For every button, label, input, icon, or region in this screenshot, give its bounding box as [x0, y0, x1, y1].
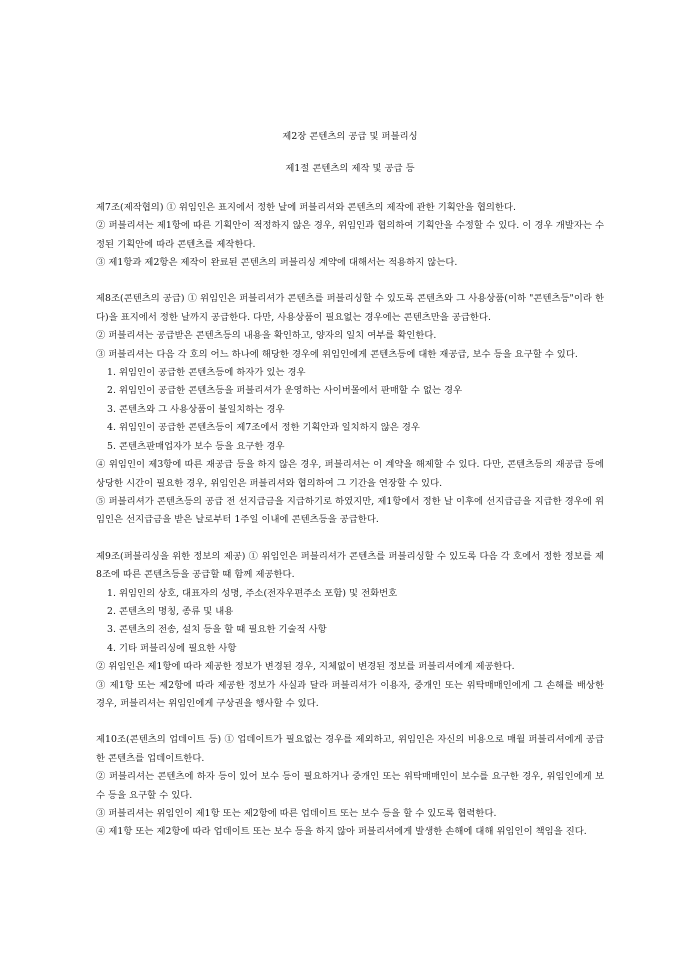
- numbered-item: 2. 위임인이 공급한 콘텐츠등을 퍼블리셔가 운영하는 사이버몰에서 판매할 수 없는 경우: [107, 385, 463, 397]
- article-paragraph: ③ 퍼블리셔는 다음 각 호의 어느 하나에 해당한 경우에 위임인에게 콘텐츠등에 대한 재공급, 보수 등을 요구할 수 있다.: [96, 348, 578, 360]
- article-paragraph: ② 퍼블리셔는 콘텐츠에 하자 등이 있어 보수 등이 필요하거나 중개인 또는 위탁매매인이 보수를 요구한 경우, 위임인에게 보수 등을 요구할 수 있다.: [96, 771, 604, 801]
- article-paragraph: ③ 제1항 또는 제2항에 따라 제공한 정보가 사실과 달라 퍼블리셔가 이용자, 중개인 또는 위탁매매인에게 그 손해를 배상한 경우, 퍼블리셔는 위임인에게 구상권을 행사할 수 있다.: [96, 679, 604, 709]
- article-paragraph: ③ 제1항과 제2항은 제작이 완료된 콘텐츠의 퍼블리싱 계약에 대해서는 적용하지 않는다.: [96, 257, 458, 269]
- article-10: [96, 731, 604, 841]
- article-9: [96, 548, 604, 714]
- numbered-item: 1. 위임인이 공급한 콘텐츠등에 하자가 있는 경우: [107, 367, 306, 379]
- numbered-item: 4. 기타 퍼블리싱에 필요한 사항: [107, 642, 237, 654]
- article-paragraph: 제10조(콘텐츠의 업데이트 등) ① 업데이트가 필요없는 경우를 제외하고, 위임인은 자신의 비용으로 매월 퍼블리셔에게 공급한 콘텐츠를 업데이트한다.: [96, 734, 604, 764]
- numbered-item: 1. 위임인의 상호, 대표자의 성명, 주소(전자우편주소 포함) 및 전화번호: [107, 587, 398, 599]
- article-paragraph: 제8조(콘텐츠의 공급) ① 위임인은 퍼블리셔가 콘텐츠를 퍼블리싱할 수 있도록 콘텐츠와 그 사용상품(이하 "콘텐츠등"이라 한다)을 표지에서 정한 날까지 공급한다. 다만, 사용상품이 필요없는 경우에는 콘텐츠만을 공급한다.: [96, 293, 604, 323]
- numbered-item: 4. 위임인이 공급한 콘텐츠등이 제7조에서 정한 기획안과 일치하지 않은 경우: [107, 422, 420, 434]
- chapter-title: 제2장 콘텐츠의 공급 및 퍼블리싱: [282, 131, 418, 142]
- article-paragraph: ② 퍼블리셔는 공급받은 콘텐츠등의 내용을 확인하고, 양자의 일치 여부를 확인한다.: [96, 330, 437, 342]
- numbered-item: 2. 콘텐츠의 명칭, 종류 및 내용: [107, 605, 234, 617]
- article-paragraph: ④ 제1항 또는 제2항에 따라 업데이트 또는 보수 등을 하지 않아 퍼블리셔에게 발생한 손해에 대해 위임인이 책임을 진다.: [96, 826, 587, 838]
- article-paragraph: ② 퍼블리셔는 제1항에 따른 기획안이 적정하지 않은 경우, 위임인과 협의하여 기획안을 수정할 수 있다. 이 경우 개발자는 수정된 기획안에 따라 콘텐츠를 제작한다.: [96, 220, 604, 250]
- article-paragraph: ④ 위임인이 제3항에 따른 재공급 등을 하지 않은 경우, 퍼블리셔는 이 계약을 해제할 수 있다. 다만, 콘텐츠등의 재공급 등에 상당한 시간이 필요한 경우, 위임인은 퍼블리셔와 협의하여 그 기간을 연장할 수 있다.: [96, 459, 604, 489]
- article-paragraph: 제9조(퍼블리싱을 위한 정보의 제공) ① 위임인은 퍼블리셔가 콘텐츠를 퍼블리싱할 수 있도록 다음 각 호에서 정한 정보를 제8조에 따른 콘텐츠등을 공급할 때 함께 제공한다.: [96, 550, 604, 581]
- numbered-item: 5. 콘텐츠판매업자가 보수 등을 요구한 경우: [107, 440, 285, 452]
- article-paragraph: ③ 퍼블리셔는 위임인이 제1항 또는 제2항에 따른 업데이트 또는 보수 등을 할 수 있도록 협력한다.: [96, 808, 497, 819]
- article-paragraph: ② 위임인은 제1항에 따라 제공한 정보가 변경된 경우, 지체없이 변경된 정보를 퍼블리셔에게 제공한다.: [96, 661, 515, 673]
- article-7: [96, 199, 604, 273]
- numbered-item: 3. 콘텐츠의 전송, 설치 등을 할 때 필요한 기술적 사항: [107, 624, 327, 636]
- section-title: 제1절 콘텐츠의 제작 및 공급 등: [285, 163, 415, 175]
- numbered-item: 3. 콘텐츠와 그 사용상품이 불일치하는 경우: [107, 403, 285, 415]
- article-paragraph: ⑤ 퍼블리셔가 콘텐츠등의 공급 전 선지급금을 지급하기로 하였지만, 제1항에서 정한 날 이후에 선지급금을 지급한 경우에 위임인은 선지급금을 받은 날로부터 1주일 이내에 콘텐츠등을 공급한다.: [96, 495, 604, 526]
- article-8: [96, 290, 604, 529]
- article-paragraph: 제7조(제작협의) ① 위임인은 표지에서 정한 날에 퍼블리셔와 콘텐츠의 제작에 관한 기획안을 협의한다.: [96, 201, 516, 213]
